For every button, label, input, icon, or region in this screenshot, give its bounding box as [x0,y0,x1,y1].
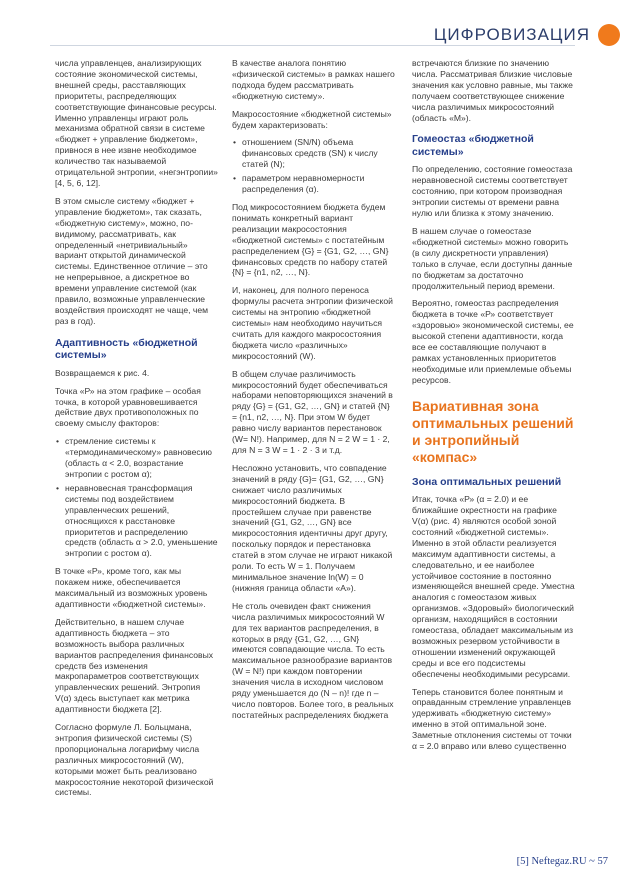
section-title: ЦИФРОВИЗАЦИЯ [433,25,590,44]
paragraph: Согласно формуле Л. Больцмана, энтропия физической системы (S) пропорциональна логарифму числа различных микросостояний (W), которыми может быть реализовано макросостояние некоторой физической системы. [55,722,214,798]
heading-homeostasis: Гомеостаз «бюджетной системы» [412,133,534,158]
list-item: • неравновесная трансформация системы под воздействием управленческих решений, относящихся к расстановке приоритетов и распределению средств (область α > 2.0, уменьшение энтропии с ростом α). [65,483,218,559]
list-item: • стремление системы к «термодинамическому» равновесию (область α < 2.0, возрастание энтропии с ростом α); [65,436,218,480]
paragraph: Вероятно, гомеостаз распределения бюджета в точке «Р» соответствует «здоровью» экономической системы, ее высокой степени адаптивности, когда все ее составляющие получают в рамках установленных приоритетов необходимые или приемлемые объемы ресурсов. [412,298,574,385]
paragraph: Теперь становится более понятным и оправданным стремление управленцев удерживать «бюджетную систему» именно в этой оптимальной зоне. Заметные отклонения системы от точки α = 2.0 вправо или влево существенно [412,686,572,752]
column-1 [55,58,218,805]
paragraph: В общем случае различимость микросостояний будет обеспечиваться наборами неповторяющихся значений в ряду {G} = {G1, G2, …, GN} и статей {N} = {n1, n2, …, N}. При этом W будет равно числу вариантов перестановок (W= N!). Например, для N = 2 W = 1 · 2, для N = 3 W = 1 · 2 · 3 и т.д. [232,368,393,455]
macrostate-list [232,137,395,195]
heading-variative-zone: Вариативная зона оптимальных решений и энтропийный «компас» [412,397,574,465]
column-3 [412,58,575,759]
paragraph: Возвращаемся к рис. 4. [55,367,150,378]
paragraph: Под микросостоянием бюджета будем понимать конкретный вариант реализации макросостояния «бюджетной системы» с постатейным распределением {G} = {G1, G2, …, GN} финансовых средств по набору статей {N} = {n1, n2, …, N}. [232,201,389,278]
paragraph: встречаются близкие по значению числа. Рассматривая близкие числовые значения как условно равные, мы также получаем соответствующее снижение числа различимых микросостояний (область «М»). [412,58,573,123]
paragraph: Действительно, в нашем случае адаптивность бюджета – это возможность выбора различных вариантов распределения финансовых средств без изменения макропараметров соответствующих управленческих решений. Энтропия V(α) здесь выступает как метрика адаптивности бюджета [2]. [55,616,214,715]
orange-circle-icon [598,24,620,46]
paragraph: И, наконец, для полного переноса формулы расчета энтропии физической системы на энтропию «бюджетной системы» нам необходимо научиться считать для каждого макросостояния бюджета число «различных» микросостояний (W). [232,285,393,361]
paragraph: Итак, точка «Р» (α = 2.0) и ее ближайшие окрестности на графике V(α) (рис. 4) являются особой зоной состояний «бюджетной системы». Именно в этой области реализуется максимум адаптивности системы, а следовательно, и ее наиболее устойчивое состояние в постоянно изменяющейся внешней среде. Уместна аналогия с гомеостазом живых организмов. «Здоровый» биологический организм, находящийся в состоянии гомеостаза, обладает максимальным из возможных резервом устойчивости в отношении изменений окружающей среды и все его подсистемы обеспечены необходимыми ресурсами. [412,494,575,679]
paragraph: Точка «Р» на этом графике – особая точка, в которой уравновешивается действие двух противоположных по своему смыслу факторов: [55,385,201,429]
list-item: • отношением (SN/N) объема финансовых средств (SN) к числу статей (N); [242,137,395,170]
page-footer: [5] Neftegaz.RU ~ 57 [516,856,608,867]
paragraph: По определению, состояние гомеостаза неравновесной системы соответствует состоянию, при котором производная энтропии системы от времени равна нулю или близка к этому значению. [412,164,573,219]
list-item: • параметром неравномерности распределения (α). [242,173,395,195]
column-2 [232,58,395,728]
header-divider [50,45,575,46]
heading-adaptivity: Адаптивность «бюджетной системы» [55,336,198,362]
paragraph: Не столь очевиден факт снижения числа различимых микросостояний W для тех вариантов распределения, в которых в ряду {G1, G2, …, GN} имеются совпадающие числа. То есть максимальное разнообразие вариантов (W = N!) при каждом повторении значения числа в исходном числовом ряду уменьшается до (N – n)! где n – число повторов. Более того, в реальных постатейных распределениях бюджета [232,600,394,720]
paragraph: В качестве аналога понятию «физической системы» в рамках нашего подхода будем рассматривать «бюджетную систему». [232,58,395,101]
paragraph: числа управленцев, анализирующих состояние экономической системы, внешней среды, расставляющих приоритеты, распределяющих соответствующие финансовые ресурсы. Именно управленцы играют роль механизма обратной связи в системе «бюджет + управление бюджетом», привнося в нее извне необходимое количество так называемой отрицательной энтропии, «негэнтропии» [4, 5, 6, 12]. [55,58,218,188]
paragraph: Макросостояние «бюджетной системы» будем характеризовать: [232,108,392,130]
paragraph: В нашем случае о гомеостазе «бюджетной системы» можно говорить (в силу дискретности управления) только в случае, если доступны данные по бюджетам за достаточно продолжительный период времени. [412,225,573,291]
paragraph: Несложно установить, что совпадение значений в ряду {G}= {G1, G2, …, GN} снижает число различимых микросостояний бюджета. В простейшем случае при равенстве значений {G1, G2, …, GN} все микросостояния идентичны друг другу, поскольку порядок и перестановка статей в этом случае не играют никакой роли. То есть W = 1. Получаем минимальное значение ln(W) = 0 (нижняя граница области «А»). [232,462,393,593]
paragraph: В этом смысле систему «бюджет + управление бюджетом», так сказать, «бюджетную систему», можно, по-видимому, рассматривать, как определенный «нетривиальный» вариант открытой динамической системы. Единственное отличие – это не непрерывное, а дискретное во времени управление системой (как правило, возможные управленческие воздействия происходят не чаще, чем раз в год). [55,195,209,326]
factor-list [55,436,218,559]
heading-optimal-zone: Зона оптимальных решений [412,475,562,488]
paragraph: В точке «Р», кроме того, как мы покажем ниже, обеспечивается максимальный из возможных уровень адаптивности «бюджетной системы». [55,566,208,609]
